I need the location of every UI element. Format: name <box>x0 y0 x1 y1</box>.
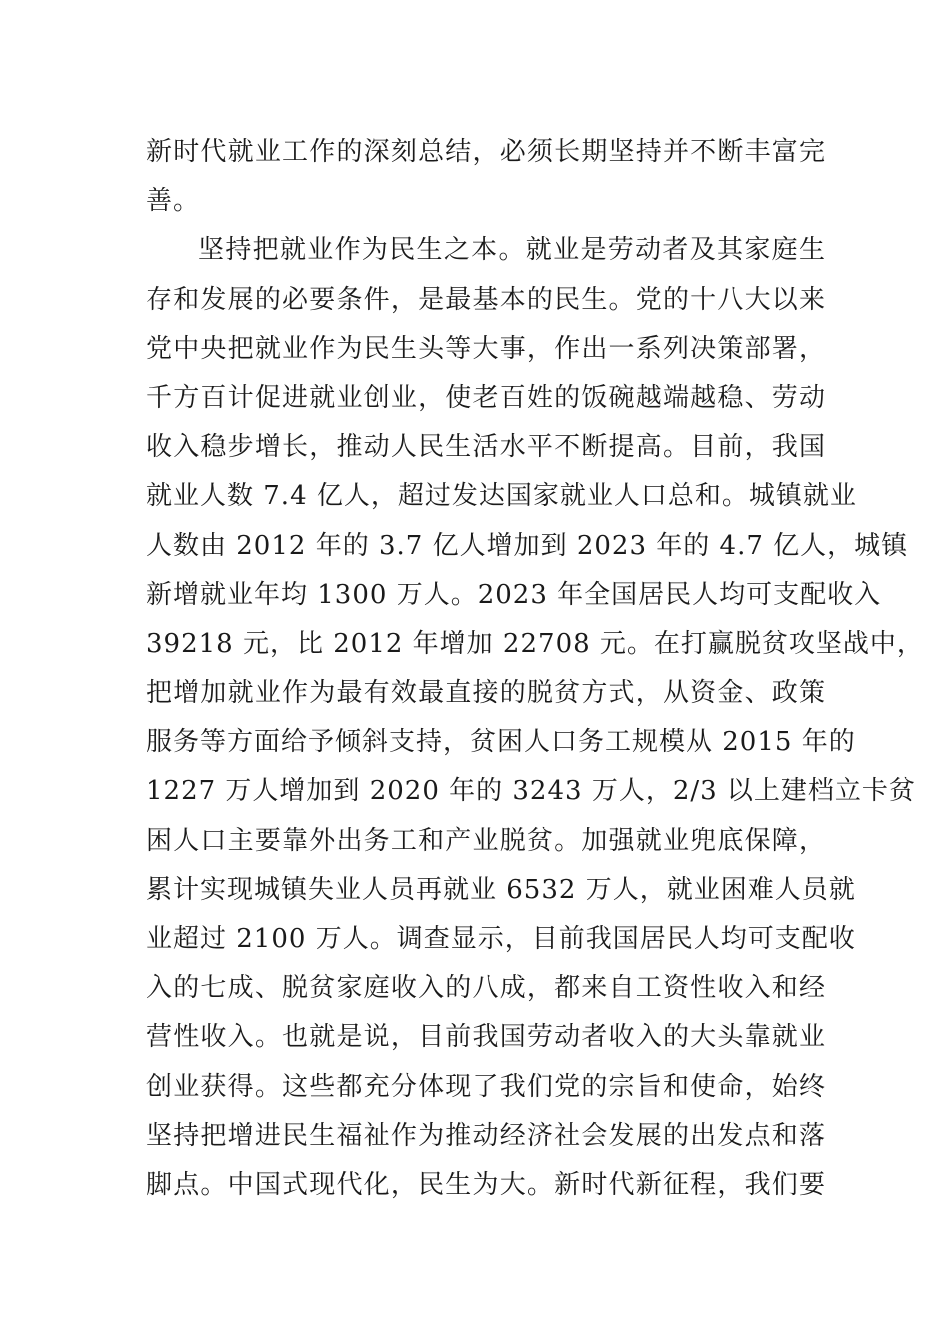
text-line: 累计实现城镇失业人员再就业 6532 万人，就业困难人员就 <box>146 874 856 905</box>
text-line: 把增加就业作为最有效最直接的脱贫方式，从资金、政策 <box>146 678 826 709</box>
text-line: 就业人数 7.4 亿人，超过发达国家就业人口总和。城镇就业 <box>146 481 857 512</box>
text-line: 1227 万人增加到 2020 年的 3243 万人，2/3 以上建档立卡贫 <box>146 776 916 807</box>
text-line: 业超过 2100 万人。调查显示，目前我国居民人均可支配收 <box>146 924 856 954</box>
text-line: 入的七成、脱贫家庭收入的八成，都来自工资性收入和经 <box>146 973 826 1004</box>
text-line: 收入稳步增长，推动人民生活水平不断提高。目前，我国 <box>146 432 826 463</box>
text-line: 新增就业年均 1300 万人。2023 年全国居民人均可支配收入 <box>146 579 882 610</box>
text-line: 善。 <box>146 186 201 217</box>
text-line: 困人口主要靠外出务工和产业脱贫。加强就业兜底保障， <box>146 825 826 856</box>
body-text <box>146 128 924 1210</box>
paragraph-first-line: 坚持把就业作为民生之本。就业是劳动者及其家庭生 <box>198 235 826 266</box>
text-line: 39218 元，比 2012 年增加 22708 元。在打赢脱贫攻坚战中， <box>146 628 924 659</box>
text-line: 创业获得。这些都充分体现了我们党的宗旨和使命，始终 <box>146 1071 826 1102</box>
text-line: 新时代就业工作的深刻总结，必须长期坚持并不断丰富完 <box>146 137 826 167</box>
text-line: 千方百计促进就业创业，使老百姓的饭碗越端越稳、劳动 <box>146 382 826 413</box>
text-line: 人数由 2012 年的 3.7 亿人增加到 2023 年的 4.7 亿人，城镇 <box>146 530 909 561</box>
text-line: 服务等方面给予倾斜支持，贫困人口务工规模从 2015 年的 <box>146 727 856 758</box>
text-line: 党中央把就业作为民生头等大事，作出一系列决策部署， <box>146 333 826 364</box>
text-line: 营性收入。也就是说，目前我国劳动者收入的大头靠就业 <box>146 1022 826 1053</box>
text-line: 坚持把增进民生福祉作为推动经济社会发展的出发点和落 <box>146 1120 826 1151</box>
text-line: 脚点。中国式现代化，民生为大。新时代新征程，我们要 <box>146 1169 826 1200</box>
text-line: 存和发展的必要条件，是最基本的民生。党的十八大以来 <box>146 284 826 315</box>
